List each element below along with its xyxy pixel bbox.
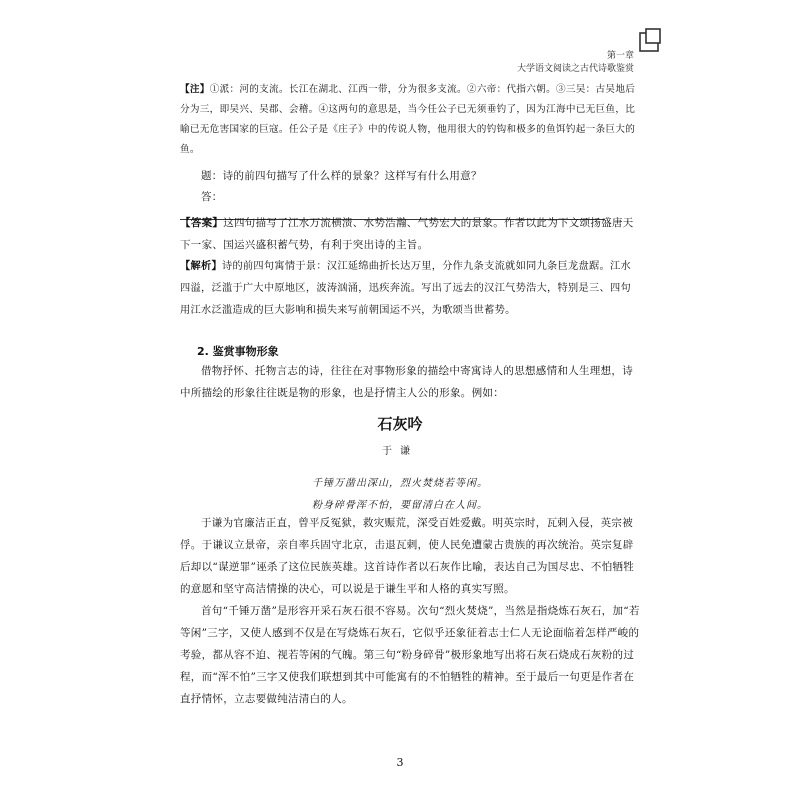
answer-label: 答： xyxy=(201,191,223,203)
note-text: ①派：河的支流。长江在湖北、江西一带，分为很多支流。②六帝：代指六朝。③三吴：古吴地后分为三，即吴兴、吴郡、会稽。④这两句的意思是，当今任公子已无须垂钓了，因为江海中已无巨鱼，比喻已无危害国家的巨寇。任公子是《庄子》中的传说人物，他用很大的钓钩和极多的鱼饵钓起一条巨大的鱼。 xyxy=(180,84,636,155)
answer-block xyxy=(180,212,640,256)
page-number: 3 xyxy=(396,756,404,769)
chapter-label: 第一章 xyxy=(606,51,634,61)
question-text: 题：诗的前四句描写了什么样的景象？这样写有什么用意？ xyxy=(201,170,482,182)
poem-author: 于谦 xyxy=(382,446,418,457)
analysis-block xyxy=(180,256,640,322)
note-block xyxy=(180,80,640,160)
body-paragraph: 首句“千锤万凿”是形容开采石灰石很不容易。次句“烈火焚烧”，当然是指烧炼石灰石，加“若等闲”三字，又使人感到不仅是在写烧炼石灰石，它似乎还象征着志士仁人无论面临着怎样严峻的考验，都从容不迫、视若等闲的气魄。第三句“粉身碎骨”极形象地写出将石灰石烧成石灰粉的过程，而“浑不怕”三字又使我们联想到其中可能寓有的不怕牺牲的精神。至于最后一句更是作者在直抒情怀，立志要做纯洁清白的人。 xyxy=(180,605,640,705)
answer-text: 这四句描写了江水万流横溃、水势浩瀚、气势宏大的景象。作者以此为下文颂扬盛唐天下一家、国运兴盛积蓄气势，有利于突出诗的主旨。 xyxy=(180,217,634,251)
analysis-tag: 【解析】 xyxy=(180,261,222,272)
note-tag: 【注】 xyxy=(180,84,210,95)
analysis-text: 诗的前四句寓情于景：汉江延绵曲折长达万里，分作九条支流就如同九条巨龙盘踞。江水四溢，泛滥于广大中原地区，波涛汹涌，迅疾奔流。写出了远去的汉江气势浩大，特别是三、四句用江水泛滥造成的巨大影响和损失来写前朝国运不兴，为歌颂当世蓄势。 xyxy=(180,261,631,316)
poem-line: 千锤万凿出深山，烈火焚烧若等闲。 xyxy=(312,478,488,489)
poem-line: 粉身碎骨浑不怕，要留清白在人间。 xyxy=(312,500,488,511)
body-paragraph: 于谦为官廉洁正直，曾平反冤狱，救灾赈荒，深受百姓爱戴。明英宗时，瓦剌入侵，英宗被俘。于谦议立景帝，亲自率兵固守北京，击退瓦剌，使人民免遭蒙古贵族的再次统治。英宗复辟后却以“谋逆罪”诬杀了这位民族英雄。这首诗作者以石灰作比喻，表达自己为国尽忠、不怕牺牲的意愿和坚守高洁情操的决心，可以说是于谦生平和人格的真实写照。 xyxy=(180,517,635,595)
chapter-subtitle: 大学语文阅读之古代诗歌鉴赏 xyxy=(516,64,634,74)
poem-title: 石灰吟 xyxy=(377,415,423,433)
running-header xyxy=(517,50,634,76)
header-emblem-icon xyxy=(638,28,662,54)
answer-tag: 【答案】 xyxy=(180,217,224,229)
section-heading: 2. 鉴赏事物形象 xyxy=(197,345,279,358)
section-intro: 借物抒怀、托物言志的诗，往往在对事物形象的描绘中寄寓诗人的思想感情和人生理想，诗中所描绘的形象往往既是物的形象，也是抒情主人公的形象。例如： xyxy=(180,365,633,399)
